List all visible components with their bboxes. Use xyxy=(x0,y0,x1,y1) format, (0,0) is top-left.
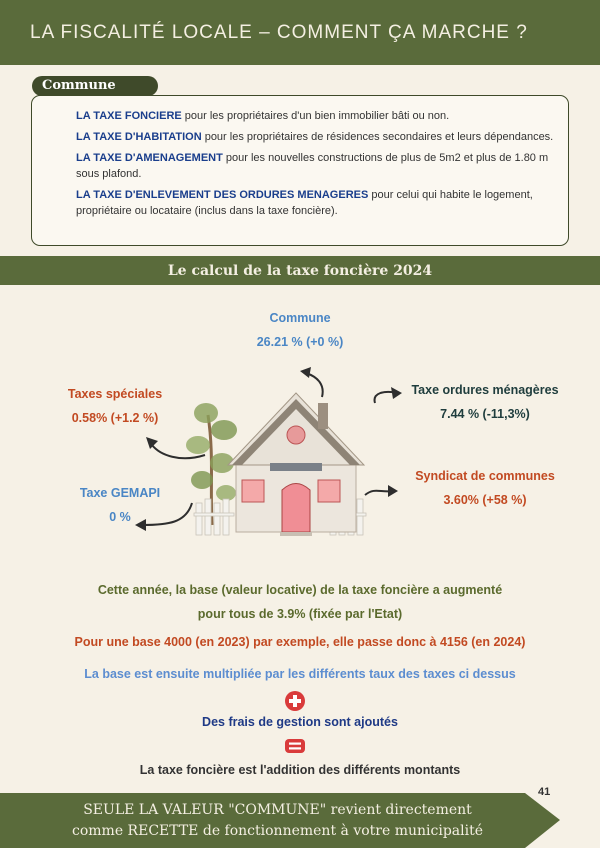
equals-icon xyxy=(284,738,306,754)
tax-desc: pour les propriétaires de résidences secondaires et leurs dépendances. xyxy=(201,131,554,143)
rate-speciales-value: 0.58% (+1.2 %) xyxy=(71,411,159,425)
base-line-2: pour tous de 3.9% (fixée par l'Etat) xyxy=(197,607,403,621)
rate-gemapi-value: 0 % xyxy=(109,510,131,524)
tax-desc: pour les nouvelles constructions de plus de 5m2 et plus de 1.80 m sous plafond. xyxy=(76,152,549,180)
tax-item-amenagement xyxy=(76,150,554,182)
rate-gemapi-name: Taxe GEMAPI xyxy=(79,486,161,500)
multiply-line: La base est ensuite multipliée par les différents taux des taxes ci dessus xyxy=(84,667,516,681)
tax-name: LA TAXE D'ENLEVEMENT DES ORDURES MENAGERES xyxy=(76,189,369,201)
footer-line-2: comme RECETTE de fonctionnement à votre municipalité xyxy=(72,823,483,839)
rate-commune-value: 26.21 % (+0 %) xyxy=(256,335,344,349)
house-illustration xyxy=(228,393,364,536)
footer-line-1: SEULE LA VALEUR "COMMUNE" revient directement xyxy=(83,802,472,818)
footer-message xyxy=(0,800,555,842)
tax-item-habitation xyxy=(76,129,554,145)
base-line-1: Cette année, la base (valeur locative) de la taxe foncière a augmenté xyxy=(97,583,503,597)
rate-commune-name: Commune xyxy=(269,311,331,325)
tax-desc: pour les propriétaires d'un bien immobilier bâti ou non. xyxy=(181,110,450,122)
fees-line: Des frais de gestion sont ajoutés xyxy=(202,715,398,729)
fence-left xyxy=(194,499,234,535)
calc-section-title: Le calcul de la taxe foncière 2024 xyxy=(0,256,600,285)
rate-speciales-name: Taxes spéciales xyxy=(67,387,163,401)
commune-taxes-box xyxy=(31,95,569,246)
tax-item-fonciere xyxy=(76,108,554,124)
tax-desc: pour celui qui habite le logement, propriétaire ou locataire (inclus dans la taxe foncière). xyxy=(76,189,533,217)
commune-tag: Commune xyxy=(32,76,158,96)
sum-line: La taxe foncière est l'addition des différents montants xyxy=(139,763,461,777)
rate-ordures-value: 7.44 % (-11,3%) xyxy=(440,407,530,421)
tax-name: LA TAXE D'AMENAGEMENT xyxy=(76,152,223,164)
page-number: 41 xyxy=(538,786,551,798)
example-line: Pour une base 4000 (en 2023) par exemple, elle passe donc à 4156 (en 2024) xyxy=(74,635,526,649)
tax-item-ordures xyxy=(76,187,554,219)
rate-syndicat-name: Syndicat de communes xyxy=(415,469,555,483)
tax-name: LA TAXE D'HABITATION xyxy=(76,131,202,143)
rate-syndicat-value: 3.60% (+58 %) xyxy=(443,493,527,507)
tax-name: LA TAXE FONCIERE xyxy=(76,110,182,122)
plus-circle-icon xyxy=(284,690,306,712)
page-title: LA FISCALITÉ LOCALE – COMMENT ÇA MARCHE ? xyxy=(0,0,600,65)
rate-ordures-name: Taxe ordures ménagères xyxy=(411,383,559,397)
